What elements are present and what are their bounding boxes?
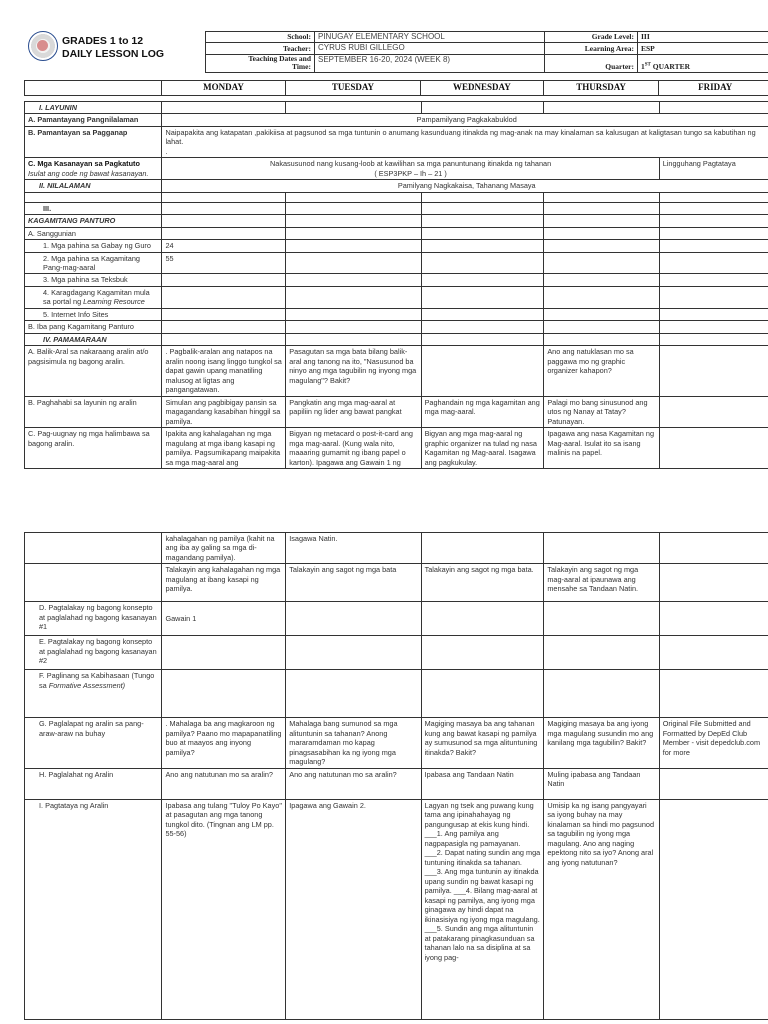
grade-value: III [638,32,768,43]
table-row: II. NILALAMAN Pamilyang Nagkakaisa, Tahanang Masaya [25,180,768,192]
lesson-log-page-1 [24,28,768,469]
dates-label: Teaching Dates and Time: [206,54,315,72]
deped-seal-icon [28,31,58,61]
lesson-log-page-2 [24,532,768,1020]
table-row: C. Mga Kasanayan sa Pagkatuto Isulat ang code ng bawat kasanayan. Nakasusunod nang kusang-loob at kawilihan sa mga panuntunang itinakda ng tahanan ( ESP3PKP – Ih – 21 ) Lingguhang Pagtataya [25,158,768,180]
dates-value: SEPTEMBER 16-20, 2024 (WEEK 8) [315,54,545,72]
day-tuesday: TUESDAY [285,81,420,96]
header [24,28,768,72]
grade-label: Grade Level: [545,32,638,43]
document-title: GRADES 1 to 12 DAILY LESSON LOG [62,35,165,61]
table-row: KAGAMITANG PANTURO [25,215,768,227]
table-row: 2. Mga pahina sa Kagamitang Pang-mag-aaral 55 [25,252,768,274]
table-row: I. Pagtataya ng Aralin Ipabasa ang tulang "Tuloy Po Kayo" at pasagutan ang mga tanong tungkol dito. (Tingnan ang LM pp. 55-56) Ipagawa ang Gawain 2. Lagyan ng tsek ang puwang kung tama ang ipinahahayag ng pangungusap at ekis kung hindi. ___1. Ang pamilya ang nagpapasigla ng pamayanan. ___2. Dapat nating sundin ang mga tuntuning itinakda sa tahanan. ___3. Ang mga tuntunin ay itinakda upang sundin ng bawat kasapi ng pamilya. ___4. Bilang mag-aaral at kasapi ng pamilya, ang iyong mga ginagawa ay hindi dapat na ikinasisiya ng iyong mga magulang. ___5. Sundin ang mga alituntunin at patakarang pinagkasunduan sa tahanan lalo na sa disiplina at sa iyong pag- Umisip ka ng isang pangyayari sa iyong buhay na may kinalaman sa hindi mo pagsunod sa tagubilin ng iyong mga magulang. Ano ang naging epektong nito sa iyo? Anong aral ang iyong natutunan? [25,799,768,1019]
school-value: PINUGAY ELEMENTARY SCHOOL [315,32,545,43]
day-friday: FRIDAY [659,81,768,96]
area-value: ESP [638,43,768,54]
table-row: E. Pagtalakay ng bagong konsepto at paglalahad ng bagong kasanayan #2 [25,636,768,670]
table-row: IV. PAMAMARAAN [25,333,768,345]
day-monday: MONDAY [162,81,286,96]
table-row: D. Pagtalakay ng bagong konsepto at paglalahad ng bagong kasanayan #1 Gawain 1 [25,602,768,636]
info-table [205,31,768,73]
quarter-value: 1ST QUARTER [638,54,768,72]
table-row: 1. Mga pahina sa Gabay ng Guro 24 [25,240,768,252]
day-header-row [24,80,768,96]
table-row: I. LAYUNIN [25,101,768,113]
day-wednesday: WEDNESDAY [420,81,543,96]
table-row: F. Paglinang sa Kabihasaan (Tungo sa Formative Assessment) [25,670,768,718]
table-row: C. Pag-uugnay ng mga halimbawa sa bagong aralin. Ipakita ang kahalagahan ng mga magulang at mga ibang kasapi ng pamilya. Pagsumikapang maipakita sa mga mag-aaral ang Bigyan ng metacard o post-it-card ang mga mag-aaral. (Kung wala nito, maaaring gumamit ng ibang papel o karton). Ipagawa ang Gawain 1 ng Bigyan ang mga mag-aaral ng graphic organizer na tulad ng nasa Kagamitan ng Mag-aaral. Isagawa ang pagkukulay. Ipagawa ang nasa Kagamitan ng Mag-aaral. Isulat ito sa isang malinis na papel. [25,428,768,469]
table-row: 3. Mga pahina sa Teksbuk [25,274,768,286]
table-row: 5. Internet Info Sites [25,308,768,320]
table-row: G. Paglalapat ng aralin sa pang-araw-araw na buhay . Mahalaga ba ang magkaroon ng pamilya? Paano mo mapapanatiling buo at maayos ang inyong pamilya? Mahalaga bang sumunod sa mga alituntunin sa tahanan? Anong mararamdaman mo kapag pinagsasabihan ka ng iyong mga magulang? Magiging masaya ba ang tahanan kung ang bawat kasapi ng pamilya ay sumusunod sa mga alituntuning itinakda? Bakit? Magiging masaya ba ang iyong mga magulang susundin mo ang kanilang mga tagubilin? Bakit? Original File Submitted and Formatted by DepEd Club Member - visit depedclub.com for more [25,718,768,768]
lesson-table [24,101,768,470]
table-row: B. Pamantayan sa Pagganap Naipapakita ang katapatan ,pakikiisa at pagsunod sa mga tuntunin o anumang kasunduang itinakda ng mag-anak na may kinalaman sa kalusugan at kaligtasan tungo sa kabutihan ng lahat. . [25,126,768,157]
table-row: III. [25,202,768,214]
teacher-label: Teacher: [206,43,315,54]
table-row: A. Balik-Aral sa nakaraang aralin at/o pagsisimula ng bagong aralin. . Pagbalik-aralan ang natapos na aralin noong isang linggo tungkol sa dapat gawin upang manatiling malusog at ligtas ang pangangatawan. Pasagutan sa mga bata bilang balik-aral ang tanong na ito, "Nasusunod ba ninyo ang mga tagubilin ng inyong mga magulang"? Bakit? Ano ang natuklasan mo sa paggawa mo ng graphic organizer kahapon? [25,346,768,396]
table-row: Talakayin ang kahalagahan ng mga magulang at ibang kasapi ng pamilya. Talakayin ang sagot ng mga bata Talakayin ang sagot ng mga bata. Talakayin ang sagot ng mga mag-aaral at ipaunawa ang mensahe sa Tandaan Natin. [25,564,768,602]
day-thursday: THURSDAY [543,81,659,96]
table-row: B. Paghahabi sa layunin ng aralin Simulan ang pagbibigay pansin sa magagandang kasabihan hinggil sa pamilya. Pangkatin ang mga mag-aaral at papiliin ng lider ang bawat pangkat Paghandain ng mga kagamitan ang mga mag-aaral. Palagi mo bang sinusunod ang utos ng Nanay at Tatay? Patunayan. [25,396,768,427]
table-row: B. Iba pang Kagamitang Panturo [25,321,768,333]
table-row: kahalagahan ng pamilya (kahit na ang iba ay galing sa mga di-magandang pamilya). Isagawa Natin. [25,533,768,564]
area-label: Learning Area: [545,43,638,54]
school-label: School: [206,32,315,43]
table-row [25,192,768,202]
table-row: H. Paglalahat ng Aralin Ano ang natutunan mo sa aralin? Ano ang natutunan mo sa aralin? Ipabasa ang Tandaan Natin Muling ipabasa ang Tandaan Natin [25,768,768,799]
teacher-value: CYRUS RUBI GILLEGO [315,43,545,54]
quarter-label: Quarter: [545,54,638,72]
table-row: A. Sanggunian [25,227,768,239]
table-row: 4. Karagdagang Kagamitan mula sa portal ng Learning Resource [25,286,768,308]
table-row: A. Pamantayang Pangnilalaman Pampamilyang Pagkakabuklod [25,114,768,126]
lesson-table-continued [24,532,768,1020]
